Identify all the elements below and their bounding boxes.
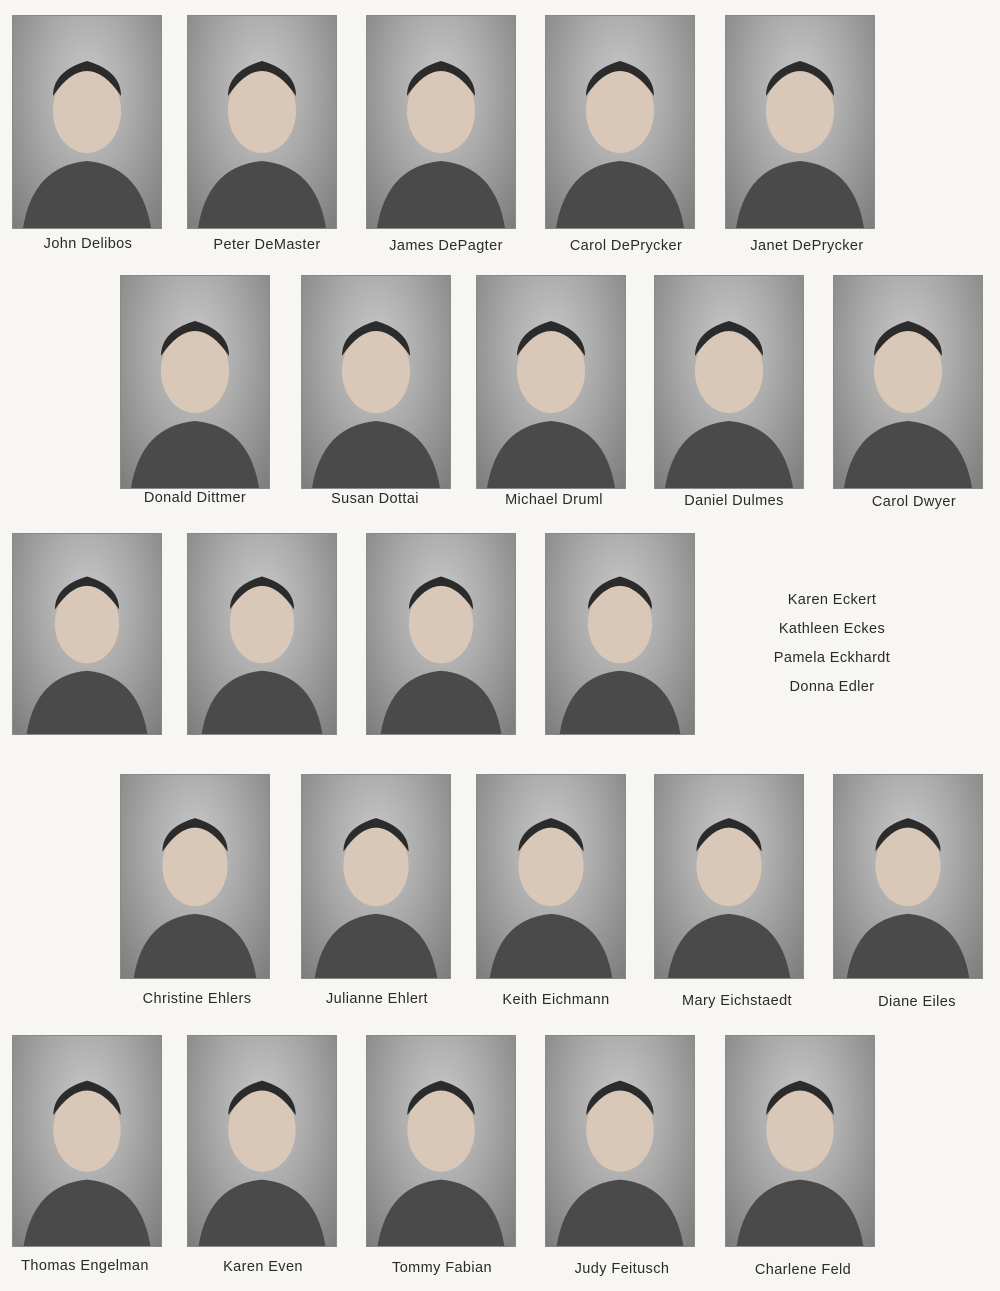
student-name: Julianne Ehlert <box>326 991 428 1007</box>
portrait-photo <box>188 534 336 734</box>
portrait-photo <box>367 1036 515 1246</box>
student-name: Carol Dwyer <box>871 494 957 510</box>
person-silhouette-icon <box>188 1036 336 1246</box>
person-silhouette-icon <box>367 1036 515 1246</box>
portrait-photo <box>546 16 694 228</box>
student-name: Judy Feitusch <box>574 1261 670 1277</box>
person-silhouette-icon <box>302 276 450 488</box>
student-name: Michael Druml <box>505 492 603 508</box>
person-silhouette-icon <box>726 1036 874 1246</box>
person-silhouette-icon <box>655 775 803 978</box>
student-name: Peter DeMaster <box>213 237 321 253</box>
portrait-photo <box>121 276 269 488</box>
student-name: Janet DePrycker <box>750 238 864 254</box>
person-silhouette-icon <box>13 534 161 734</box>
person-silhouette-icon <box>546 534 694 734</box>
portrait-photo <box>367 534 515 734</box>
portrait-photo <box>121 775 269 978</box>
portrait-photo <box>302 775 450 978</box>
person-silhouette-icon <box>477 276 625 488</box>
student-name: Karen Eckert <box>787 592 877 608</box>
student-name: John Delibos <box>43 236 133 252</box>
student-name: Keith Eichmann <box>502 992 610 1008</box>
person-silhouette-icon <box>188 16 336 228</box>
person-silhouette-icon <box>726 16 874 228</box>
portrait-photo <box>13 16 161 228</box>
student-name: James DePagter <box>389 238 503 254</box>
portrait-photo <box>188 16 336 228</box>
student-name: Diane Eiles <box>878 994 956 1010</box>
student-name: Christine Ehlers <box>142 991 252 1007</box>
portrait-photo <box>655 276 803 488</box>
portrait-photo <box>188 1036 336 1246</box>
row-name-list <box>742 588 922 704</box>
portrait-photo <box>13 534 161 734</box>
person-silhouette-icon <box>121 276 269 488</box>
person-silhouette-icon <box>546 16 694 228</box>
person-silhouette-icon <box>834 276 982 488</box>
person-silhouette-icon <box>367 16 515 228</box>
person-silhouette-icon <box>13 1036 161 1246</box>
person-silhouette-icon <box>302 775 450 978</box>
portrait-photo <box>302 276 450 488</box>
person-silhouette-icon <box>121 775 269 978</box>
portrait-photo <box>367 16 515 228</box>
student-name: Thomas Engelman <box>21 1258 149 1274</box>
student-name: Pamela Eckhardt <box>773 650 891 666</box>
portrait-photo <box>726 1036 874 1246</box>
student-name: Carol DePrycker <box>569 238 683 254</box>
person-silhouette-icon <box>546 1036 694 1246</box>
person-silhouette-icon <box>13 16 161 228</box>
portrait-photo <box>655 775 803 978</box>
person-silhouette-icon <box>477 775 625 978</box>
portrait-photo <box>13 1036 161 1246</box>
student-name: Daniel Dulmes <box>684 493 784 509</box>
portrait-photo <box>726 16 874 228</box>
portrait-photo <box>834 276 982 488</box>
portrait-photo <box>546 1036 694 1246</box>
student-name: Donna Edler <box>789 679 875 695</box>
person-silhouette-icon <box>188 534 336 734</box>
student-name: Susan Dottai <box>331 491 419 507</box>
student-name: Mary Eichstaedt <box>682 993 792 1009</box>
student-name: Charlene Feld <box>754 1262 852 1278</box>
portrait-photo <box>546 534 694 734</box>
student-name: Tommy Fabian <box>392 1260 492 1276</box>
student-name: Donald Dittmer <box>143 490 247 506</box>
student-name: Kathleen Eckes <box>778 621 886 637</box>
portrait-photo <box>477 775 625 978</box>
person-silhouette-icon <box>834 775 982 978</box>
portrait-photo <box>834 775 982 978</box>
student-name: Karen Even <box>223 1259 303 1275</box>
person-silhouette-icon <box>655 276 803 488</box>
portrait-photo <box>477 276 625 488</box>
person-silhouette-icon <box>367 534 515 734</box>
